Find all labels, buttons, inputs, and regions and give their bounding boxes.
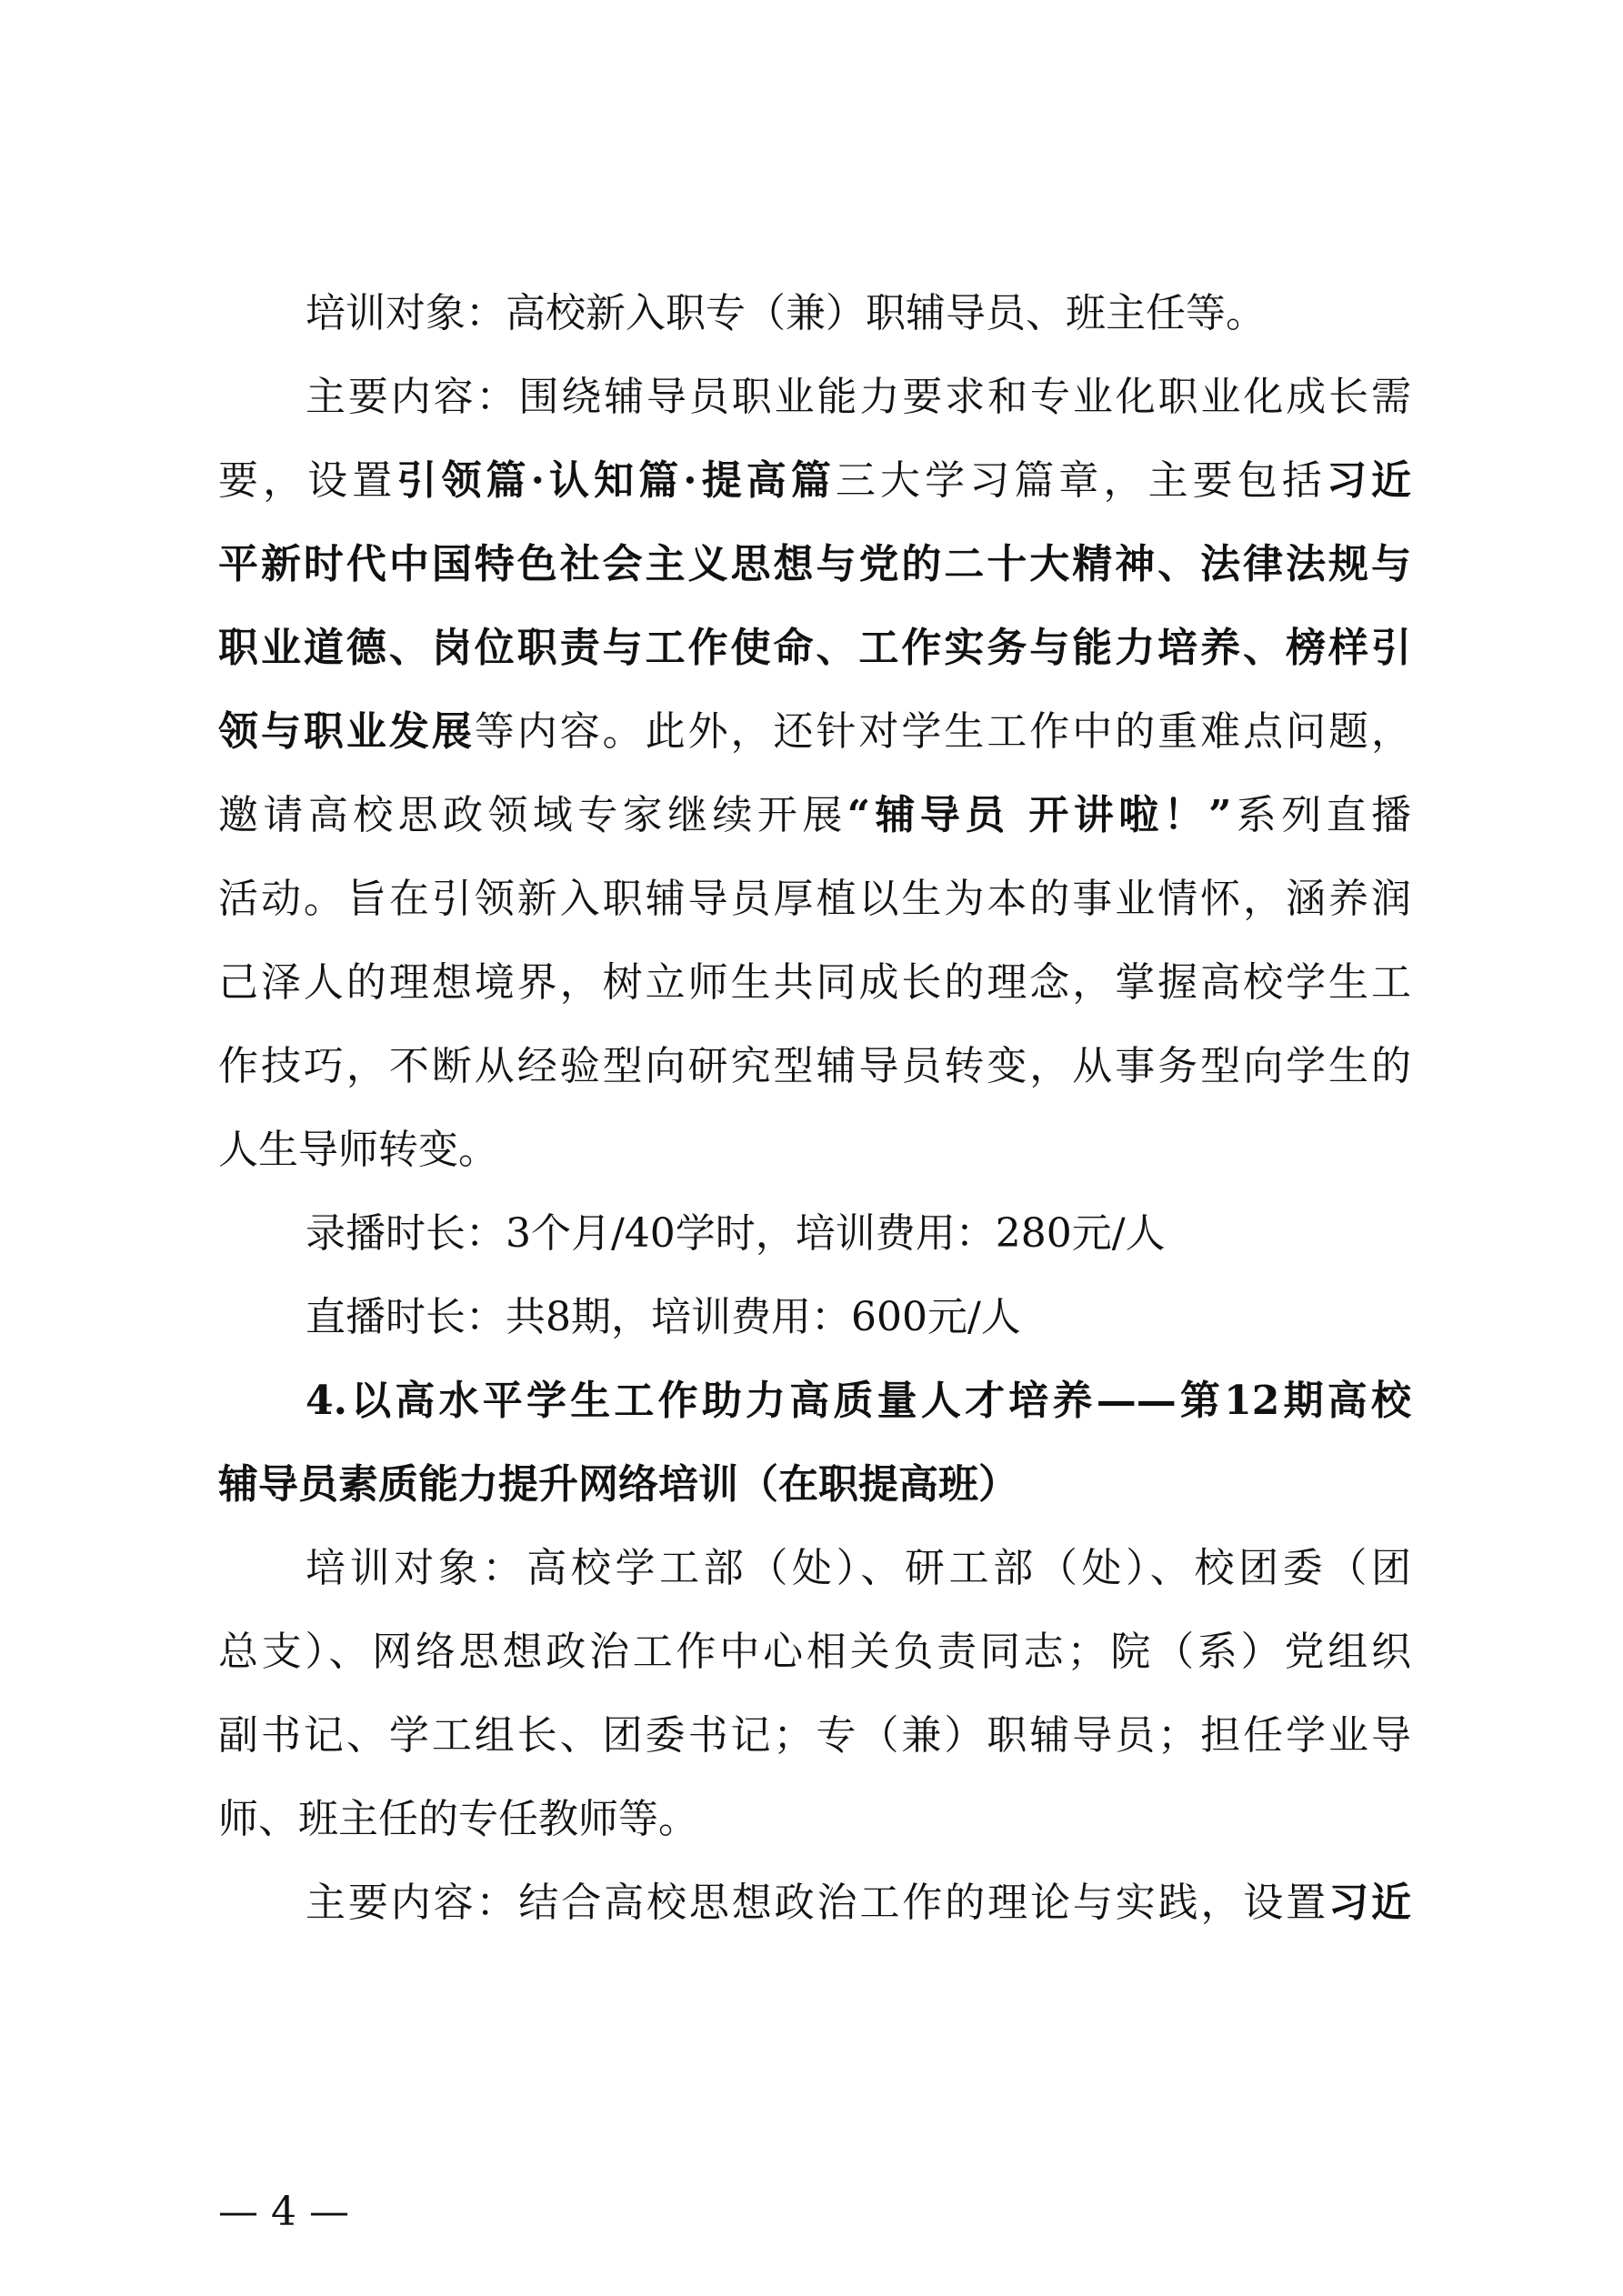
section-4-title-line-1: [218, 1359, 1411, 1443]
section-3-live-series-title: “辅导员 开讲啦！”: [847, 792, 1232, 838]
section-4-content-text-1b: 习近: [1328, 1880, 1412, 1926]
section-4-target-text-1: 培训对象：高校学工部（处）、研工部（处）、校团委（团: [306, 1545, 1411, 1591]
section-3-content-line-5: [218, 690, 1411, 774]
section-4-title-line-2: [218, 1443, 1411, 1527]
section-3-bold-tail: 习近: [1326, 457, 1412, 504]
section-3-content-line-2: [218, 439, 1411, 523]
section-3-target-text: 培训对象：高校新入职专（兼）职辅导员、班主任等。: [306, 290, 1266, 336]
section-3-content-text-7: 活动。旨在引领新入职辅导员厚植以生为本的事业情怀，涵养润: [218, 876, 1411, 922]
section-3-content-text-5b: 等内容。此外，还针对学生工作中的重难点问题，: [474, 708, 1412, 755]
section-4-title-text-1: 4.以高水平学生工作助力高质量人才培养——第12期高校: [306, 1378, 1411, 1424]
section-3-target: [218, 272, 1411, 356]
section-4-target-line-4: [218, 1778, 1411, 1861]
section-3-content-line-4: [218, 607, 1411, 690]
section-4-target-text-2: 总支）、网络思想政治工作中心相关负责同志；院（系）党组织: [218, 1629, 1411, 1675]
section-3-content-text-5a: 领与职业发展: [218, 708, 475, 755]
section-3-live-text: 直播时长：共8期，培训费用：600元/人: [306, 1294, 1021, 1340]
section-4-content-text-1a: 主要内容：结合高校思想政治工作的理论与实践，设置: [306, 1880, 1329, 1926]
section-4-target-text-4: 师、班主任的专任教师等。: [218, 1796, 698, 1842]
section-3-content-text-6a: 邀请高校思政领域专家继续开展: [218, 792, 847, 838]
section-3-content-text-6b: 系列直播: [1231, 792, 1412, 838]
section-3-content-line-10: [218, 1108, 1411, 1192]
section-3-content-text-8: 己泽人的理想境界，树立师生共同成长的理念，掌握高校学生工: [218, 959, 1411, 1006]
section-3-content-line-9: [218, 1025, 1411, 1108]
section-3-content-text-10: 人生导师转变。: [218, 1127, 498, 1173]
section-3-content-text-2a: 要，设置: [218, 457, 397, 504]
document-body: [218, 272, 1411, 1945]
section-4-content-line-1: [218, 1861, 1411, 1945]
section-3-recorded-duration: [218, 1192, 1411, 1276]
section-4-target-line-2: [218, 1610, 1411, 1694]
section-3-content-line-8: [218, 941, 1411, 1025]
section-3-live-duration: [218, 1276, 1411, 1359]
section-3-content-line-1: [218, 356, 1411, 439]
section-3-content-line-7: [218, 857, 1411, 941]
section-3-content-text-2b: 三大学习篇章，主要包括: [835, 457, 1327, 504]
section-4-target-line-1: [218, 1527, 1411, 1610]
section-3-content-text-9: 作技巧，不断从经验型向研究型辅导员转变，从事务型向学生的: [218, 1043, 1411, 1089]
section-3-content-text-4: 职业道德、岗位职责与工作使命、工作实务与能力培养、榜样引: [218, 625, 1411, 671]
section-3-bold-chapters: 引领篇·认知篇·提高篇: [396, 457, 836, 504]
section-3-content-line-3: [218, 523, 1411, 607]
section-4-target-line-3: [218, 1694, 1411, 1778]
section-3-content-text-3: 平新时代中国特色社会主义思想与党的二十大精神、法律法规与: [218, 541, 1411, 587]
section-4-title-text-2: 辅导员素质能力提升网络培训（在职提高班）: [218, 1461, 1018, 1508]
section-3-content-text-1: 主要内容：围绕辅导员职业能力要求和专业化职业化成长需: [306, 374, 1411, 420]
page-number-text: — 4 —: [218, 2189, 349, 2235]
page-number: [218, 2185, 349, 2240]
section-3-content-line-6: [218, 774, 1411, 857]
section-4-target-text-3: 副书记、学工组长、团委书记；专（兼）职辅导员；担任学业导: [218, 1712, 1411, 1759]
section-3-recorded-text: 录播时长：3个月/40学时，培训费用：280元/人: [306, 1210, 1166, 1257]
